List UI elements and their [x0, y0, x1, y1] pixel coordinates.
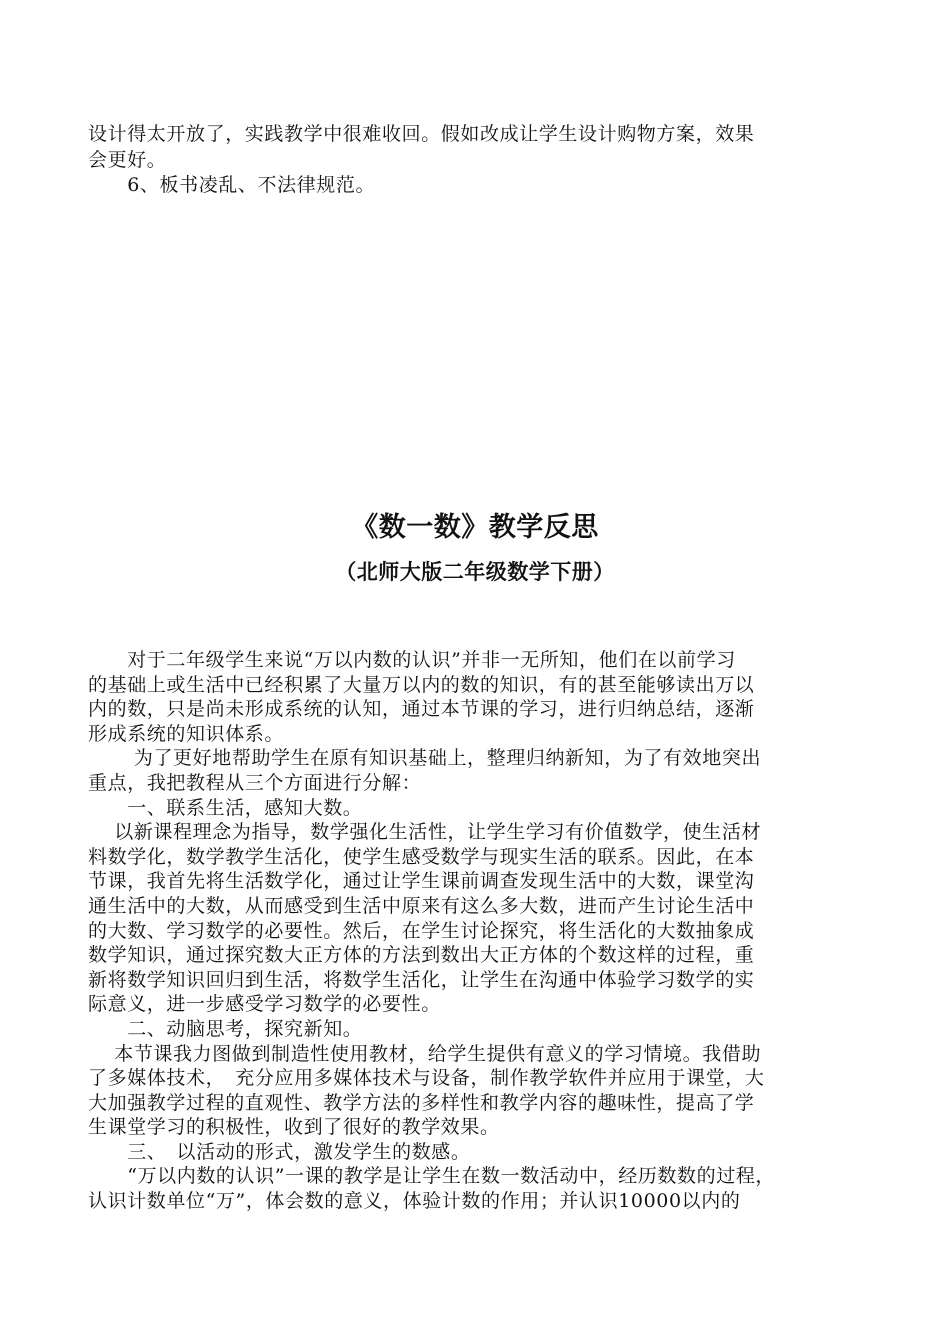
text-line: 认识计数单位“万”，体会数的意义，体验计数的作用；并认识10000以内的: [88, 1190, 741, 1213]
text-line: 节课，我首先将生活数学化，通过让学生课前调查发现生活中的大数，课堂沟: [88, 870, 755, 893]
text-line: 通生活中的大数，从而感受到生活中原来有这么多大数，进而产生讨论生活中: [88, 894, 755, 917]
text-line: 大加强教学过程的直观性、教学方法的多样性和教学内容的趣味性，提高了学: [88, 1091, 755, 1114]
text-line: 际意义，进一步感受学习数学的必要性。: [88, 993, 441, 1016]
text-line: 对于二年级学生来说“万以内数的认识”并非一无所知，他们在以前学习: [88, 649, 736, 671]
section-heading: 一、联系生活，感知大数。: [88, 796, 363, 819]
text-line: 内的数，只是尚未形成系统的认知，通过本节课的学习，进行归纳总结，逐渐: [88, 698, 755, 721]
section-heading: 三、 以活动的形式，激发学生的数感。: [88, 1140, 471, 1163]
text-line: 的基础上或生活中已经积累了大量万以内的数的知识，有的甚至能够读出万以: [88, 673, 755, 696]
text-line: “万以内数的认识”一课的教学是让学生在数一数活动中，经历数数的过程，: [88, 1165, 776, 1188]
article-subtitle: （北师大版二年级数学下册）: [335, 560, 615, 584]
text-line: 重点，我把教程从三个方面进行分解：: [88, 771, 422, 794]
text-line: 以新课程理念为指导，数学强化生活性，让学生学习有价值数学，使生活材: [88, 821, 762, 844]
text-line: 生课堂学习的积极性，收到了很好的教学效果。: [88, 1116, 500, 1139]
previous-section-text: [88, 122, 868, 199]
article-body: [88, 648, 878, 1214]
text-line: 设计得太开放了，实践教学中很难收回。假如改成让学生设计购物方案，效果: [88, 123, 755, 145]
text-line: 数学知识，通过探究数大正方体的方法到数出大正方体的个数这样的过程，重: [88, 944, 755, 967]
section-heading: 二、动脑思考，探究新知。: [88, 1017, 363, 1040]
text-line: 本节课我力图做到制造性使用教材，给学生提供有意义的学习情境。我借助: [88, 1042, 762, 1065]
text-line: 形成系统的知识体系。: [88, 722, 285, 745]
text-line: 会更好。: [88, 148, 167, 171]
text-line: 为了更好地帮助学生在原有知识基础上，整理归纳新知，为了有效地突出: [88, 747, 762, 770]
text-line: 新将数学知识回归到生活，将数学生活化，让学生在沟通中体验学习数学的实: [88, 968, 755, 991]
text-line: 的大数、学习数学的必要性。然后，在学生讨论探究，将生活化的大数抽象成: [88, 919, 755, 942]
text-line: 了多媒体技术， 充分应用多媒体技术与设备，制作教学软件并应用于课堂，大: [88, 1067, 765, 1090]
article-title: 《数一数》教学反思: [351, 512, 599, 543]
text-line: 6、板书凌乱、不法律规范。: [88, 174, 376, 196]
text-line: 料数学化，数学教学生活化，使学生感受数学与现实生活的联系。因此，在本: [88, 845, 755, 868]
